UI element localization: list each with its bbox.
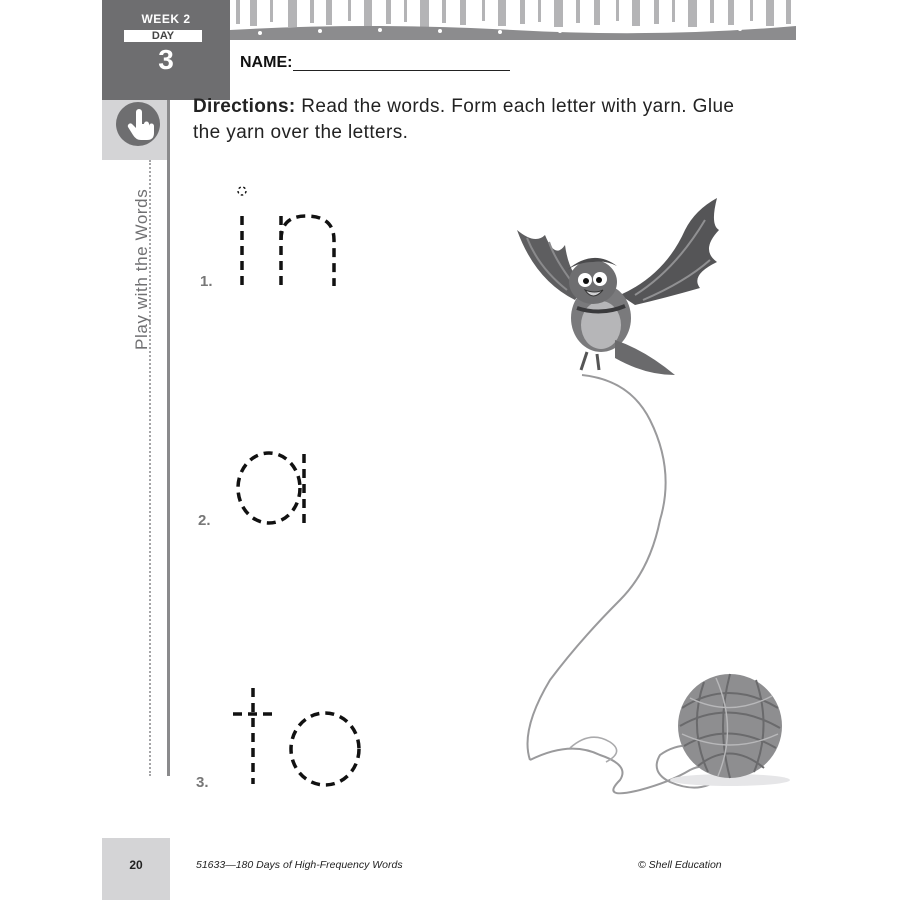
directions <box>193 94 753 146</box>
yarn-ball <box>668 668 798 788</box>
sidebar-divider <box>167 100 170 776</box>
word-number-2: 2. <box>198 512 211 529</box>
traceable-word-2[interactable] <box>232 448 316 530</box>
traceable-word-1[interactable] <box>228 180 348 290</box>
day-label: DAY <box>124 30 202 42</box>
page-number: 20 <box>129 858 143 872</box>
flying-bird-mascot <box>505 190 730 390</box>
name-field[interactable] <box>293 70 510 71</box>
name-label: NAME: <box>240 54 293 71</box>
publisher: © Shell Education <box>638 859 722 871</box>
pointing-hand-icon <box>116 102 160 146</box>
day-number: 3 <box>158 44 174 75</box>
book-title: 51633—180 Days of High-Frequency Words <box>196 859 403 871</box>
word-number-1: 1. <box>200 273 213 290</box>
week-label: WEEK 2 <box>141 12 191 26</box>
directions-text: Read the words. Form each letter with yarn. Glue the yarn over the letters. <box>193 96 735 143</box>
section-title: Play with the Words <box>132 188 151 350</box>
traceable-word-3[interactable] <box>228 684 364 790</box>
word-number-3: 3. <box>196 774 209 791</box>
directions-lead: Directions: <box>193 96 296 117</box>
decorative-top-border <box>230 0 796 40</box>
